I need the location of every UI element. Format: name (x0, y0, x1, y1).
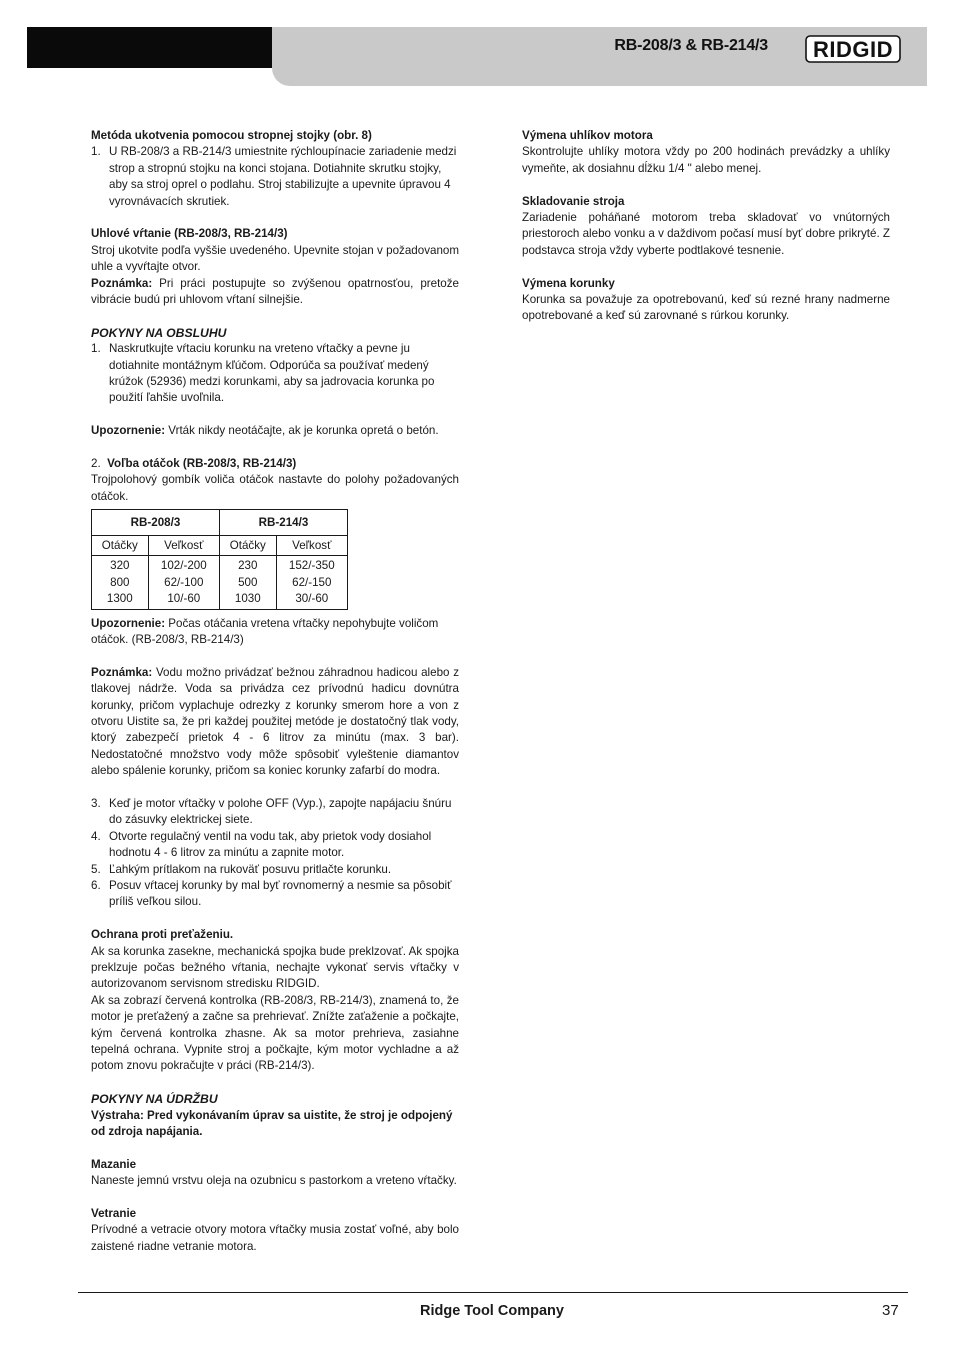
header-grey-tab (272, 68, 927, 86)
list-text: Otvorte regulačný ventil na vodu tak, aby prietok vody dosiahol hodnotu 4 - 6 litrov za minútu a zapnite motor. (109, 829, 432, 860)
list-number: 1. (91, 342, 101, 356)
list-item (91, 796, 459, 829)
footer-divider (78, 1292, 908, 1293)
cell-value: 320 (110, 559, 130, 573)
table-cell (219, 556, 276, 609)
section-heading: Ochrana proti preťaženiu. (91, 928, 234, 942)
list-text: U RB-208/3 a RB-214/3 umiestnite rýchloupínacie zariadenie medzi strop a stropnú stojku na konci stojana. Dotiahnite skrutku stojky, aby sa stroj oprel o podlahu. Stroj stabilizujte a upevnite úpravou 4 vyrovnávacích skrutiek. (109, 145, 457, 208)
cell-value: 62/-150 (292, 575, 332, 589)
paragraph: Korunka sa považuje za opotrebovanú, keď sú rezné hrany nadmerne opotrebované a keď sú zarovnané s rúrkou korunky. (522, 293, 890, 323)
paragraph: Stroj ukotvite podľa vyššie uvedeného. Upevnite stojan v požadovanom uhle a vyvŕtajte otvor. (91, 243, 459, 274)
paragraph: Trojpolohový gombík voliča otáčok nastavte do polohy požadovaných otáčok. (91, 473, 459, 503)
table-header-model: RB-214/3 (219, 510, 347, 536)
list-item (91, 144, 459, 210)
paragraph: Ak sa zobrazí červená kontrolka (RB-208/3, RB-214/3), znamená to, že motor je preťažený a začne sa prehrievať. Znížte zaťaženie a počkajte, kým červená kontrolka zhasne. Ak sa motor prehrieva, zasiahne tepelná ochrana. Vypnite stroj a počkajte, kým motor vychladne a až potom znovu pokračujte v práci (RB-214/3). (91, 993, 459, 1073)
section-heading: Výmena uhlíkov motora (522, 129, 653, 142)
section-heading: Uhlové vŕtanie (RB-208/3, RB-214/3) (91, 227, 288, 241)
header-black-bar (27, 27, 272, 68)
section-heading: Mazanie (91, 1157, 137, 1171)
warning-paragraph (91, 616, 459, 649)
cell-value: 30/-60 (295, 592, 329, 606)
list-number: 4. (91, 829, 101, 843)
left-column (91, 128, 459, 1255)
list-item-speed (91, 456, 459, 472)
list-number: 3. (91, 796, 101, 810)
warning-text: Počas otáčania vretena vŕtačky nepohybujte voličom otáčok. (RB-208/3, RB-214/3) (91, 616, 439, 646)
paragraph: Zariadenie poháňané motorom treba skladovať vo vnútorných priestoroch alebo vonku a v daždivom počasí musí byť dobre prikryté. Z podstavca stroja vždy vyberte podtlakové tesnenie. (522, 211, 890, 257)
table-cell (276, 556, 347, 609)
list-item (91, 878, 459, 911)
document-title: RB-208/3 & RB-214/3 (614, 37, 768, 54)
section-heading: Skladovanie stroja (522, 194, 625, 208)
list-number: 1. (91, 145, 101, 159)
list-number: 5. (91, 862, 101, 876)
right-column (522, 128, 890, 325)
logo-text: RIDGID (813, 37, 893, 62)
list-item (91, 341, 459, 407)
warning-text: Vrták nikdy neotáčajte, ak je korunka opretá o betón. (165, 424, 439, 438)
table-header-model: RB-208/3 (92, 510, 220, 536)
cell-value: 152/-350 (288, 559, 335, 573)
warning-label: Upozornenie: (91, 616, 166, 630)
note-label: Poznámka: (91, 665, 153, 679)
list-text: Keď je motor vŕtačky v polohe OFF (Vyp.), zapojte napájaciu šnúru do zásuvky elektrickej siete. (109, 796, 452, 827)
table-cell (148, 556, 219, 609)
note-label: Poznámka: (91, 276, 153, 290)
table-cell (92, 556, 149, 609)
list-text: Naskrutkujte vŕtaciu korunku na vreteno vŕtačky a pevne ju dotiahnite montážnym kľúčom. Odporúča sa používať medený krúžok (52936) medzi korunkami, aby sa jadrovacia korunka po použití ľahšie uvoľnila. (109, 342, 435, 405)
cell-value: 1300 (106, 592, 133, 606)
list-number: 6. (91, 878, 101, 892)
section-heading-maintenance: POKYNY NA ÚDRŽBU (91, 1092, 218, 1107)
paragraph: Naneste jemnú vrstvu oleja na ozubnicu s pastorkom a vreteno vŕtačky. (91, 1174, 457, 1188)
ridgid-logo (805, 34, 901, 64)
page-number: 37 (882, 1302, 899, 1319)
table-subheader: Otáčky (92, 536, 149, 556)
note-paragraph (91, 276, 459, 309)
list-item (91, 862, 459, 878)
cell-value: 230 (238, 559, 258, 573)
cell-value: 500 (238, 575, 258, 589)
table-subheader: Veľkosť (276, 536, 347, 556)
section-heading-operation: POKYNY NA OBSLUHU (91, 325, 227, 340)
section-heading: Výmena korunky (522, 276, 615, 290)
list-label: Voľba otáčok (RB-208/3, RB-214/3) (107, 457, 297, 471)
paragraph: Prívodné a vetracie otvory motora vŕtačky musia zostať voľné, aby bolo zaistené riadne vetranie motora. (91, 1223, 459, 1253)
section-heading: Vetranie (91, 1207, 137, 1221)
note-text: Pri práci postupujte so zvýšenou opatrnosťou, pretože vibrácie budú pri uhlovom vŕtaní silnejšie. (91, 276, 459, 307)
paragraph: Ak sa korunka zasekne, mechanická spojka bude preklzovať. Ak spojka preklzuje počas bežného vŕtania, nechajte vykonať servis vŕtačky v autorizovanom servisnom stredisku RIDGID. (91, 944, 459, 991)
footer-company: Ridge Tool Company (420, 1303, 564, 1319)
note-paragraph (91, 665, 459, 780)
list-number: 2. (91, 457, 101, 471)
warning-label: Upozornenie: (91, 424, 166, 438)
table-subheader: Veľkosť (148, 536, 219, 556)
maintenance-warning: Výstraha: Pred vykonávaním úprav sa uistite, že stroj je odpojený od zdroja napájania. (91, 1108, 453, 1139)
cell-value: 62/-100 (164, 575, 204, 589)
section-heading: Metóda ukotvenia pomocou stropnej stojky (obr. 8) (91, 129, 372, 142)
cell-value: 800 (110, 575, 130, 589)
list-item (91, 829, 459, 862)
speed-table (91, 509, 348, 609)
note-text: Vodu možno privádzať bežnou záhradnou hadicou alebo z tlakovej nádrže. Voda sa privádza cez prívodnú hadicu dovnútra korunky, pričom vyplachuje odrezky z korunky smerom hore a von z otvoru Uistite sa, že pri každej použitej metóde je dostatočný tlak vody, ktorý zabezpečí prietok 4 - 6 litrov za minútu (max. 3 bar). Nedostatočné množstvo vody môže spôsobiť vyleštenie diamantov alebo spálenie korunky, pričom sa koniec korunky zafarbí do modra. (91, 665, 459, 778)
warning-paragraph (91, 423, 459, 439)
table-subheader: Otáčky (219, 536, 276, 556)
cell-value: 10/-60 (167, 592, 201, 606)
list-text: Ľahkým prítlakom na rukoväť posuvu pritlačte korunku. (109, 862, 392, 876)
cell-value: 1030 (234, 592, 261, 606)
paragraph: Skontrolujte uhlíky motora vždy po 200 hodinách prevádzky a uhlíky vymeňte, ak dosiahnu dĺžku 1/4 " alebo menej. (522, 145, 890, 175)
list-text: Posuv vŕtacej korunky by mal byť rovnomerný a nesmie sa pôsobiť príliš veľkou silou. (109, 878, 452, 909)
cell-value: 102/-200 (160, 559, 207, 573)
